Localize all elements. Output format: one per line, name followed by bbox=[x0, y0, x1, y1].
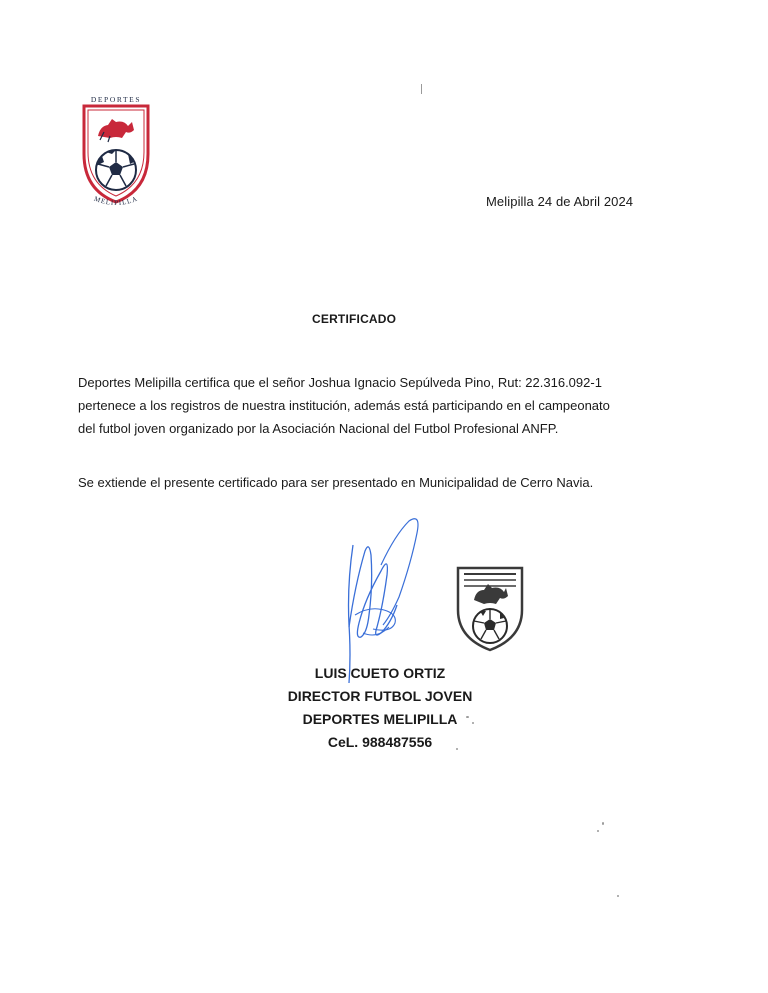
document-title: CERTIFICADO bbox=[312, 312, 397, 326]
crest-top-text: DEPORTES bbox=[90, 95, 142, 104]
signatory-phone: CeL. 988487556 bbox=[327, 734, 433, 750]
closing-sentence: Se extiende el presente certificado para ser presentado en Municipalidad de Cerro Navia. bbox=[78, 475, 594, 490]
scan-speck bbox=[421, 84, 422, 94]
certificate-body bbox=[78, 371, 678, 440]
scan-speck bbox=[597, 830, 599, 832]
signatory-club: DEPORTES MELIPILLA bbox=[302, 711, 458, 727]
signatory-block bbox=[270, 662, 490, 754]
body-line: pertenece a los registros de nuestra institución, además está participando en el campeonato bbox=[78, 398, 610, 413]
body-line: del futbol joven organizado por la Asociación Nacional del Futbol Profesional ANFP. bbox=[78, 421, 559, 436]
signatory-position: DIRECTOR FUTBOL JOVEN bbox=[287, 688, 473, 704]
signatory-name: LUIS CUETO ORTIZ bbox=[314, 665, 446, 681]
deportes-melipilla-crest-logo bbox=[76, 92, 156, 212]
crest-bottom-text: MELIPILLA bbox=[92, 194, 140, 208]
scan-speck bbox=[617, 895, 619, 897]
club-stamp bbox=[454, 560, 526, 652]
scan-speck bbox=[466, 716, 469, 718]
scan-speck bbox=[472, 722, 474, 724]
scan-speck bbox=[456, 748, 458, 750]
date-line: Melipilla 24 de Abril 2024 bbox=[486, 194, 634, 209]
scan-speck bbox=[602, 822, 604, 825]
body-line: Deportes Melipilla certifica que el señor Joshua Ignacio Sepúlveda Pino, Rut: 22.316.092-1 bbox=[78, 375, 602, 390]
